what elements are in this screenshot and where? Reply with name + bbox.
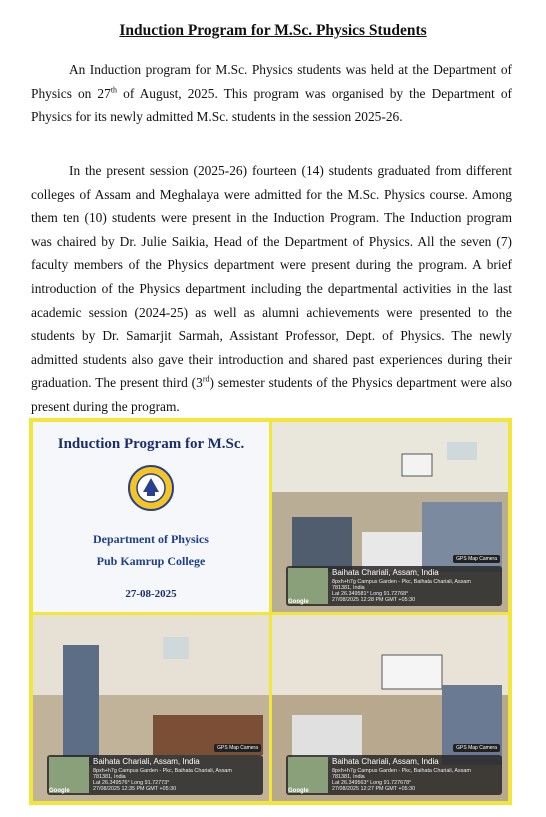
- photo-collage: [29, 418, 512, 805]
- paragraph-text: In the present session (2025-26) fourteen (14) students graduated from different colleges of Assam and Meghalaya were admitted for the M.Sc. Physics course. Among them ten (10) students were present in the Induction Program. The Induction program was chaired by Dr. Julie Saikia, Head of the Department of Physics. All the seven (7) faculty members of the Physics department were present during the program. A brief introduction of the Physics department including the departmental activities in the last academic session (2024-25) as well as alumni achievements were presented to the students by Dr. Samarjit Sarmah, Assistant Professor, Dept. of Physics. The newly admitted students also gave their introduction and shared past experiences during their graduation. The present third (3: [31, 163, 512, 391]
- gps-time: 27/08/2025 12:28 PM GMT +05:30: [332, 597, 416, 603]
- photo-classroom-2: [33, 615, 269, 801]
- gps-badge: GPS Map Camera: [453, 555, 500, 563]
- gps-location: Baihata Chariali, Assam, India: [93, 757, 200, 766]
- page-title: Induction Program for M.Sc. Physics Students: [119, 22, 427, 39]
- slide-department: Department of Physics: [93, 532, 209, 546]
- slide-title: Induction Program for M.Sc.: [57, 436, 245, 452]
- paragraph-intro: [31, 58, 512, 129]
- paragraph-text: of August, 2025. This program was organised by the Department of Physics for its newly admitted M.Sc. students in the session 2025-26.: [31, 85, 512, 125]
- gps-details: [93, 768, 243, 792]
- superscript: th: [110, 85, 118, 95]
- slide-college: Pub Kamrup College: [96, 554, 206, 568]
- gps-time: 27/08/2025 12:27 PM GMT +05:30: [332, 786, 416, 792]
- photo-classroom-3: [272, 615, 508, 801]
- google-logo: Google: [288, 599, 309, 605]
- slide-date: 27-08-2025: [125, 588, 177, 600]
- college-logo-icon: [127, 464, 175, 512]
- gps-location: Baihata Chariali, Assam, India: [332, 757, 439, 766]
- gps-coords: Lat 26.349563° Long 91.727678°: [332, 780, 412, 786]
- google-logo: Google: [49, 788, 70, 794]
- gps-overlay: [47, 745, 263, 795]
- gps-time: 27/08/2025 12:35 PM GMT +05:30: [93, 786, 177, 792]
- gps-badge: GPS Map Camera: [453, 744, 500, 752]
- gps-overlay: [286, 745, 502, 795]
- gps-location: Baihata Chariali, Assam, India: [332, 568, 439, 577]
- google-logo: Google: [288, 788, 309, 794]
- paragraph-text: ) semester students of the Physics department were also present during the program.: [31, 375, 512, 414]
- gps-coords: Lat 26.349576° Long 91.72773°: [93, 780, 170, 786]
- paragraph-text: An Induction program for M.Sc. Physics students was held at the Department of Physics on 27: [31, 62, 512, 101]
- photo-slide: [33, 422, 269, 612]
- gps-details: [332, 579, 482, 603]
- gps-coords: Lat 26.349581° Long 91.72768°: [332, 591, 409, 597]
- paragraph-details: [31, 159, 512, 419]
- gps-details: [332, 768, 482, 792]
- gps-address: 8pxh+h7g Campus Garden - Pkc, Baihata Chariali, Assam 781381, India: [332, 579, 471, 591]
- superscript: rd: [202, 374, 210, 384]
- gps-badge: GPS Map Camera: [214, 744, 261, 752]
- gps-address: 8pxh+h7g Campus Garden - Pkc, Baihata Chariali, Assam 781381, India: [93, 768, 232, 780]
- photo-classroom-1: [272, 422, 508, 612]
- gps-address: 8pxh+h7g Campus Garden - Pkc, Baihata Chariali, Assam 781381, India: [332, 768, 471, 780]
- gps-overlay: [286, 556, 502, 606]
